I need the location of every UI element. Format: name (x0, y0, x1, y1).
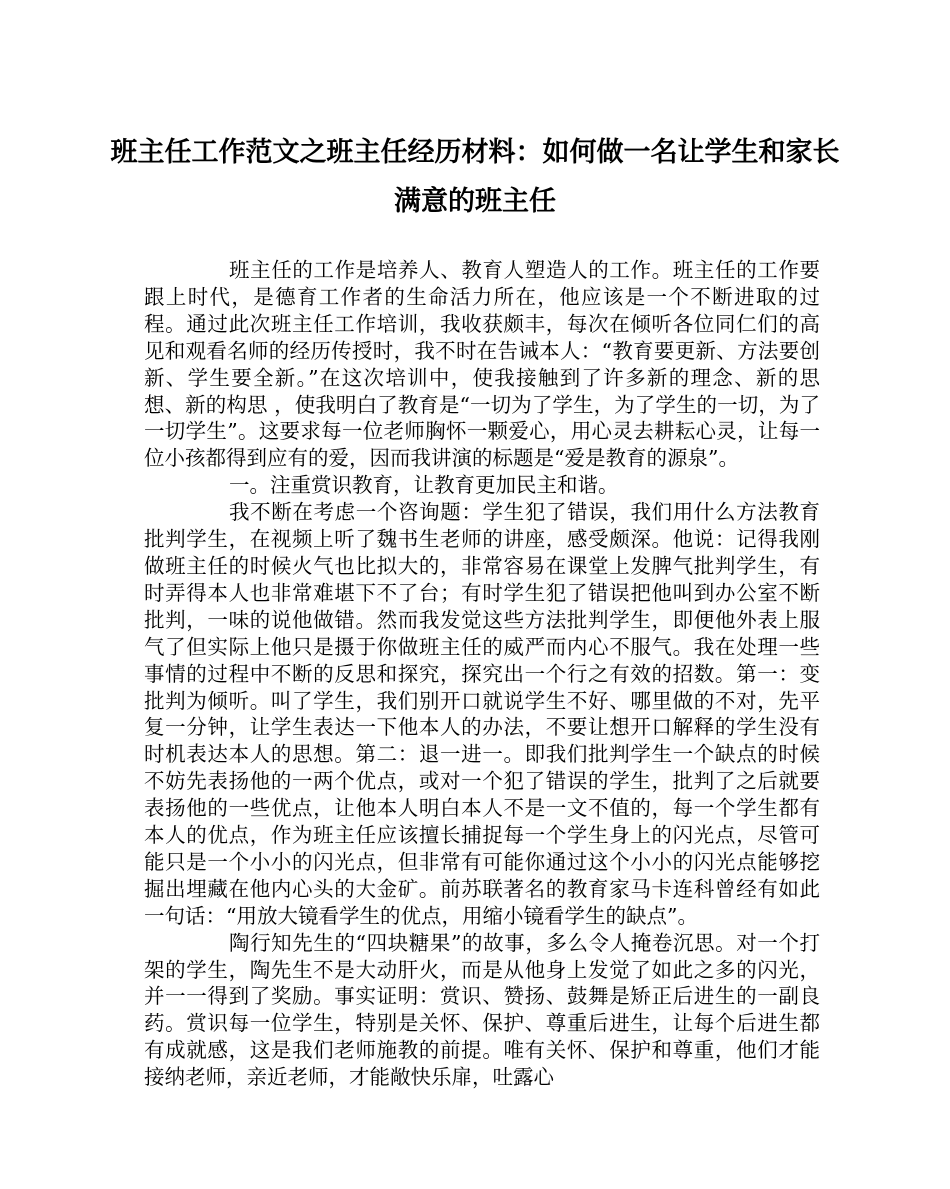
paragraph-tao-xingzhi: 陶行知先生的“四块糖果”的故事，多么令人掩卷沉思。对一个打架的学生，陶先生不是大动肝火，而是从他身上发觉了如此之多的闪光，并一一得到了奖励。事实证明：赏识、赞扬、鼓舞是矫正后进生的一副良药。赏识每一位学生，特别是关怀、保护、尊重后进生，让每个后进生都有成就感，这是我们老师施教的前提。唯有关怀、保护和尊重，他们才能接纳老师，亲近老师，才能敞快乐扉，吐露心 (144, 930, 820, 1090)
section-heading-1: 一。注重赏识教育，让教育更加民主和谐。 (229, 473, 619, 498)
paragraph-criticism: 我不断在考虑一个咨询题：学生犯了错误，我们用什么方法教育批判学生，在视频上听了魏书生老师的讲座，感受颇深。他说：记得我刚做班主任的时候火气也比拟大的，非常容易在课堂上发脾气批判学生，有时弄得本人也非常难堪下不了台；有时学生犯了错误把他叫到办公室不断批判，一味的说他做错。然而我发觉这些方法批判学生，即便他外表上服气了但实际上他只是摄于你做班主任的威严而内心不服气。我在处理一些事情的过程中不断的反思和探究，探究出一个行之有效的招数。第一：变批判为倾听。叫了学生，我们别开口就说学生不好、哪里做的不对，先平复一分钟，让学生表达一下他本人的办法，不要让想开口解释的学生没有时机表达本人的思想。第二：退一进一。即我们批判学生一个缺点的时候不妨先表扬他的一两个优点，或对一个犯了错误的学生，批判了之后就要表扬他的一些优点，让他本人明白本人不是一文不值的，每一个学生都有本人的优点，作为班主任应该擅长捕捉每一个学生身上的闪光点，尽管可能只是一个小小的闪光点，但非常有可能你通过这个小小的闪光点能够挖掘出埋藏在他内心头的大金矿。前苏联著名的教育家马卡连科曾经有如此一句话：“用放大镜看学生的优点，用缩小镜看学生的缺点”。 (144, 500, 820, 928)
document-title: 班主任工作范文之班主任经历材料：如何做一名让学生和家长满意的班主任 (110, 137, 840, 217)
document-body (144, 257, 820, 1091)
paragraph-intro: 班主任的工作是培养人、教育人塑造人的工作。班主任的工作要跟上时代，是德育工作者的生命活力所在，他应该是一个不断进取的过程。通过此次班主任工作培训，我收获颇丰，每次在倾听各位同仁们的高见和观看名师的经历传授时，我不时在告诫本人：“教育要更新、方法要创新、学生要全新。”在这次培训中，使我接触到了许多新的理念、新的思想、新的构思 ，使我明白了教育是“一切为了学生，为了学生的一切，为了一切学生”。这要求每一位老师胸怀一颗爱心，用心灵去耕耘心灵，让每一位小孩都得到应有的爱，因而我讲演的标题是“爱是教育的源泉”。 (144, 258, 820, 471)
